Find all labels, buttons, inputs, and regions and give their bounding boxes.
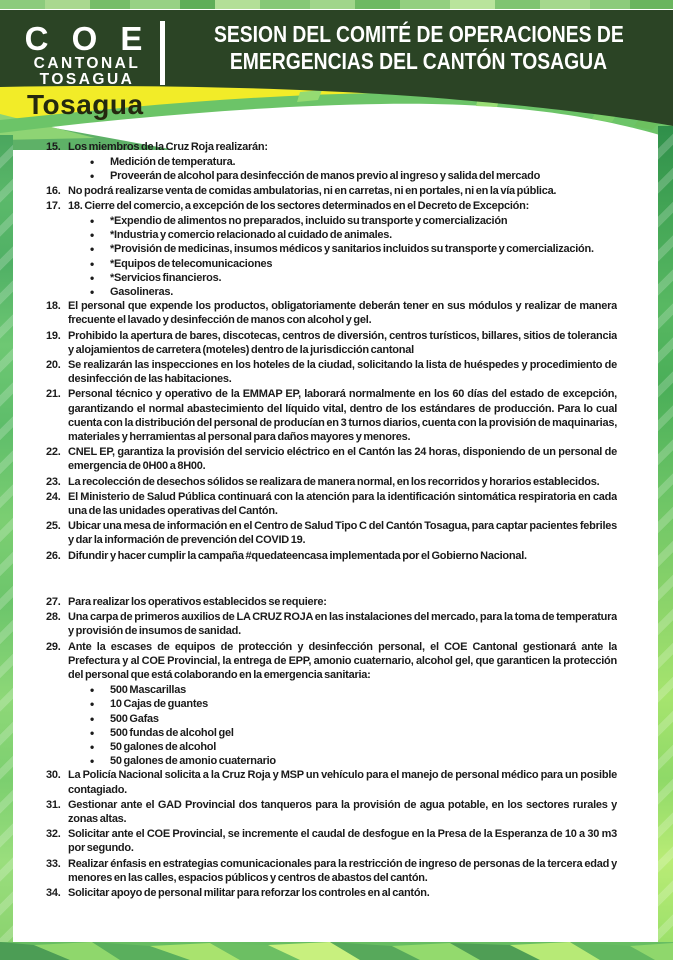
cantonal-text: CANTONAL [33, 55, 141, 72]
bullet-item [46, 169, 617, 183]
item-number: 21. [46, 388, 61, 401]
title-line-1: SESION DEL COMITÉ DE OPERACIONES DE [213, 21, 624, 47]
bullet-text: 500 fundas de alcohol gel [110, 726, 234, 739]
bullet-icon: • [90, 214, 94, 229]
item-text: Solicitar ante el COE Provincial, se incremente el caudal de desfogue en la Presa de la Esperanza de 10 a 30 m3 por segundo. [68, 828, 617, 855]
item-text: Se realizarán las inspecciones en los hoteles de la ciudad, solicitando la lista de huéspedes y procedimiento de desinfección de las habitaciones. [68, 359, 617, 386]
list-item [46, 184, 617, 198]
item-text: Personal técnico y operativo de la EMMAP EP, laborará normalmente en los 60 días del estado de excepción, garantizando el normal abastecimiento del líquido vital, dentro de los estándares de producción. Para lo cual cuenta con la distribución del personal de producían en 3 turnos diarios, cuenta con la provisión de maquinarias, materiales y herramientas al personal para daños mayores y menores. [68, 388, 617, 444]
item-number: 19. [46, 329, 61, 342]
item-number: 22. [46, 446, 61, 459]
bullet-item [46, 754, 617, 768]
bullet-text: 50 galones de alcohol [110, 740, 217, 753]
bullet-text: *Equipos de telecomunicaciones [110, 257, 273, 270]
top-mosaic-strip [0, 0, 673, 10]
item-text: Solicitar apoyo de personal militar para reforzar los controles en al cantón. [68, 886, 430, 899]
item-number: 29. [46, 640, 61, 653]
list-item [46, 827, 617, 855]
item-number: 33. [46, 857, 61, 870]
bullet-text: Proveerán de alcohol para desinfección de manos previo al ingreso y salida del mercado [110, 170, 541, 183]
item-number: 32. [46, 828, 61, 841]
bullet-item [46, 228, 617, 242]
bullet-text: *Servicios financieros. [110, 271, 222, 284]
logo-divider [160, 21, 165, 85]
bullet-item [46, 683, 617, 697]
list-item [46, 358, 617, 386]
item-number: 28. [46, 611, 61, 624]
bullet-text: Gasolineras. [110, 286, 174, 299]
bullet-item [46, 712, 617, 726]
list-item [46, 140, 617, 154]
resolution-list [46, 140, 617, 900]
list-item [46, 490, 617, 518]
bullet-item [46, 257, 617, 271]
bullet-icon: • [90, 711, 94, 726]
left-border-mosaic [0, 135, 13, 942]
bullet-item [46, 726, 617, 740]
item-number: 16. [46, 184, 61, 197]
item-number: 27. [46, 595, 61, 608]
item-number: 34. [46, 886, 61, 899]
list-item [46, 445, 617, 473]
bullet-icon: • [90, 285, 94, 300]
bullet-item [46, 242, 617, 256]
content-area [46, 140, 617, 940]
bullet-icon: • [90, 228, 94, 243]
bullet-text: Medición de temperatura. [110, 156, 236, 169]
coe-logo [18, 22, 156, 88]
list-item [46, 768, 617, 796]
bullet-icon: • [90, 754, 94, 769]
item-text: Realizar énfasis en estrategias comunicacionales para la restricción de ingreso de personas de la tercera edad y menores en las calles, espacios públicos y centros de abastos del cantón. [68, 857, 617, 884]
bullet-icon: • [90, 270, 94, 285]
bullet-text: *Expendio de alimentos no preparados, incluido su transporte y comercialización [110, 215, 508, 228]
item-number: 25. [46, 520, 61, 533]
item-number: 18. [46, 300, 61, 313]
bullet-icon: • [90, 155, 94, 170]
bullet-icon: • [90, 683, 94, 698]
item-number: 26. [46, 549, 61, 562]
item-text: No podrá realizarse venta de comidas ambulatorias, ni en carretas, ni en portales, ni en la vía pública. [68, 184, 557, 197]
item-text: Gestionar ante el GAD Provincial dos tanqueros para la provisión de agua potable, en los sectores rurales y zonas altas. [68, 798, 617, 825]
bullet-text: 500 Mascarillas [110, 684, 186, 697]
list-item [46, 299, 617, 327]
item-number: 15. [46, 141, 61, 153]
list-item [46, 387, 617, 444]
bottom-mosaic-strip [0, 942, 673, 960]
item-number: 17. [46, 199, 61, 212]
item-number: 20. [46, 359, 61, 372]
bullet-text: *Provisión de medicinas, insumos médicos y sanitarios incluidos su transporte y comercialización. [110, 243, 594, 256]
list-item [46, 798, 617, 826]
bullet-text: 10 Cajas de guantes [110, 698, 209, 711]
bullet-text: 50 galones de amonio cuaternario [110, 755, 276, 768]
title-line-2: EMERGENCIAS DEL CANTÓN TOSAGUA [229, 48, 608, 74]
list-item [46, 886, 617, 900]
item-text: CNEL EP, garantiza la provisión del servicio eléctrico en el Cantón las 24 horas, disponiendo de un personal de emergencia de 0H00 a 8H00. [68, 446, 617, 473]
bullet-text: *Industria y comercio relacionado al cuidado de animales. [110, 229, 392, 242]
list-item [46, 610, 617, 638]
list-item [46, 519, 617, 547]
item-text: El personal que expende los productos, obligatoriamente deberán tener en sus módulos y realizar de manera frecuente el lavado y desinfección de manos con alcohol y gel. [68, 300, 617, 327]
bullet-icon: • [90, 242, 94, 257]
bullet-icon: • [90, 169, 94, 184]
bullet-item [46, 697, 617, 711]
list-item [46, 640, 617, 683]
item-text: Prohibido la apertura de bares, discotecas, centros de diversión, centros turísticos, billares, sitios de tolerancia y alojamientos de carretera (moteles) dentro de la jurisdicción cantonal [68, 329, 617, 356]
tosagua-brand-logo: Tosagua [27, 89, 144, 120]
list-item [46, 595, 617, 609]
item-number: 23. [46, 475, 61, 488]
bullet-icon: • [90, 725, 94, 740]
page-title [172, 21, 665, 75]
right-border-mosaic [658, 126, 673, 942]
bullet-item [46, 740, 617, 754]
bullet-text: 500 Gafas [110, 712, 159, 725]
item-text: Para realizar los operativos establecidos se requiere: [68, 595, 327, 608]
bullet-item [46, 214, 617, 228]
item-text: El Ministerio de Salud Pública continuará con la atención para la identificación sintomática respiratoria en cada una de las unidades operativas del Cantón. [68, 490, 617, 518]
bullet-item [46, 285, 617, 299]
item-text: Los miembros de la Cruz Roja realizarán: [68, 141, 268, 153]
item-text: La Policía Nacional solicita a la Cruz Roja y MSP un vehículo para el manejo de personal médico para un posible contagiado. [68, 769, 617, 796]
list-item [46, 475, 617, 489]
bullet-icon: • [90, 697, 94, 712]
item-number: 31. [46, 798, 61, 811]
bullet-icon: • [90, 739, 94, 754]
item-text: Una carpa de primeros auxilios de LA CRUZ ROJA en las instalaciones del mercado, para la toma de temperatura y provisión de insumos de sanidad. [68, 611, 617, 638]
item-text: 18. Cierre del comercio, a excepción de los sectores determinados en el Decreto de Excepción: [68, 199, 530, 212]
list-item [46, 549, 617, 563]
item-text: Ubicar una mesa de información en el Centro de Salud Tipo C del Cantón Tosagua, para captar pacientes febriles y dar la información de prevención del COVID 19. [68, 520, 617, 547]
bullet-icon: • [90, 256, 94, 271]
bullet-item [46, 271, 617, 285]
bullet-item [46, 155, 617, 169]
list-item [46, 329, 617, 357]
item-text: La recolección de desechos sólidos se realizara de manera normal, en los recorridos y horarios establecidos. [68, 475, 600, 488]
item-number: 30. [46, 769, 61, 782]
item-text: Difundir y hacer cumplir la campaña #quedateencasa implementada por el Gobierno Nacional. [68, 549, 527, 562]
coe-text: C O E [24, 20, 150, 57]
list-item [46, 199, 617, 213]
tosagua-text: TOSAGUA [39, 71, 135, 88]
item-text: Ante la escases de equipos de protección y desinfección personal, el COE Cantonal gestionará ante la Prefectura y al COE Provincial, la entrega de EPP, amonio cuaternario, alcohol gel, que garanticen la protección del personal que está colaborando en la emergencia sanitaria: [68, 640, 617, 681]
item-number: 24. [46, 490, 61, 503]
list-item [46, 857, 617, 885]
